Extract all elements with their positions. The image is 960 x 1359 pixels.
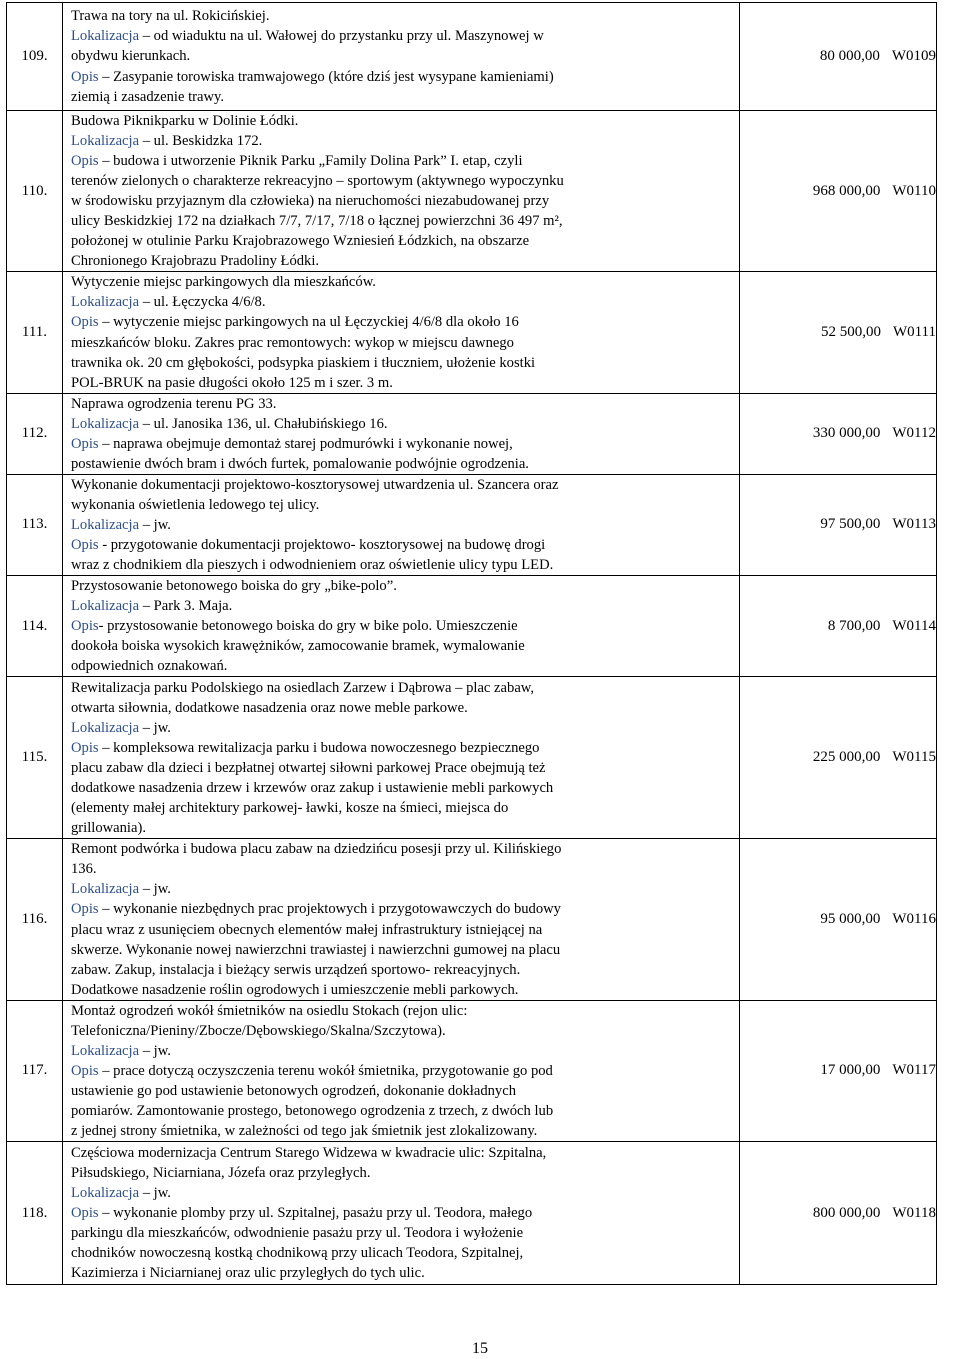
line-text: wraz z chodnikiem dla pieszych i odwodnieniem oraz oświetlenie ulicy typu LED. [71,557,554,574]
project-description [63,576,740,677]
line-text: Rewitalizacja parku Podolskiego na osiedlach Zarzew i Dąbrowa – plac zabaw, [71,679,535,696]
description-line [71,1061,735,1081]
line-text: Telefoniczna/Pieniny/Zbocze/Dębowskiego/Skalna/Szczytowa). [71,1022,446,1039]
line-text: – Zasypanie torowiska tramwajowego (które dziś jest wysypane kamieniami) [98,68,554,85]
description-line [71,353,735,373]
description-line [71,131,735,151]
row-number: 109. [7,3,63,111]
line-text: dodatkowe nasadzenia drzew i krzewów oraz zakup i ustawienie mebli parkowych [71,779,554,796]
description-line [71,718,735,738]
lokalizacja-label: Lokalizacja [71,1042,140,1059]
line-text: wykonania oświetlenia ledowego tej ulicy. [71,496,320,513]
opis-label: Opis [71,435,99,452]
row-number: 118. [7,1142,63,1285]
description-line [71,495,735,515]
lokalizacja-label: Lokalizacja [71,719,140,736]
description-line [71,373,735,393]
description-line [71,1081,735,1101]
table-body [7,3,937,1285]
line-text: Kazimierza i Niciarnianej oraz ulic przyległych do tych ulic. [71,1265,425,1282]
line-text: ziemią i zasadzenie trawy. [71,88,225,105]
line-text: skwerze. Wykonanie nowej nawierzchni trawiastej i nawierzchni gumowej na placu [71,941,561,958]
line-text: Piłsudskiego, Niciarniana, Józefa oraz przyległych. [71,1164,371,1181]
line-text: Przystosowanie betonowego boiska do gry „bike-polo”. [71,578,397,595]
amount-value: 52 500,00 [820,324,881,341]
line-text: – Park 3. Maja. [139,598,233,615]
description-line [71,818,735,838]
description-line [71,920,735,940]
description-line [71,1121,735,1141]
amount-value: 17 000,00 [820,1062,881,1079]
description-line [71,1163,735,1183]
project-code: W0112 [892,425,936,442]
amount-cell [740,474,937,575]
description-line [71,738,735,758]
line-text: – jw. [139,1184,171,1201]
line-text: ustawienie go pod ustawienie betonowych ogrodzeń, dokonanie dokładnych [71,1082,516,1099]
row-number: 115. [7,677,63,839]
amount-value: 8 700,00 [827,617,881,634]
lokalizacja-label: Lokalizacja [71,28,140,45]
description-line [71,26,735,46]
description-line [71,46,735,66]
line-text: parkingu dla mieszkańców, odwodnienie pasażu przy ul. Teodora i wyłożenie [71,1225,524,1242]
line-text: terenów zielonych o charakterze rekreacyjno – sportowym (aktywnego wypoczynku [71,173,564,190]
row-number: 112. [7,393,63,474]
project-code: W0109 [891,48,936,64]
line-text: Chronionego Krajobrazu Pradoliny Łódki. [71,253,320,270]
budget-table [6,2,937,1285]
description-line [71,1243,735,1263]
amount-cell [740,576,937,677]
project-description [63,3,740,111]
amount-cell [740,1000,937,1141]
opis-label: Opis [71,68,99,85]
line-text: – jw. [139,516,171,533]
line-text: w środowisku przyjaznym dla człowieka) na nieruchomości niezabudowanej przy [71,193,550,210]
opis-label: Opis [71,153,99,170]
amount-cell [740,111,937,272]
line-text: otwarta siłownia, dodatkowe nasadzenia oraz nowe meble parkowe. [71,699,468,716]
amount-value: 97 500,00 [820,516,881,533]
description-line [71,656,735,676]
line-text: Trawa na tory na ul. Rokicińskiej. [71,8,270,25]
line-text: – naprawa obejmuje demontaż starej podmurówki i wykonanie nowej, [98,435,513,452]
description-line [71,171,735,191]
description-line [71,758,735,778]
description-line [71,555,735,575]
row-number: 117. [7,1000,63,1141]
line-text: ulicy Beskidzkiej 172 na działkach 7/7, 7/17, 7/18 o łącznej powierzchni 36 497 m², [71,213,563,230]
line-text: Montaż ogrodzeń wokół śmietników na osiedlu Stokach (rejon ulic: [71,1002,468,1019]
line-text: położonej w otulinie Parku Krajobrazowego Wzniesień Łódzkich, na obszarze [71,233,530,250]
project-description [63,1000,740,1141]
amount-cell [740,3,937,111]
description-line [71,1203,735,1223]
description-line [71,67,735,87]
line-text: Dodatkowe nasadzenie roślin ogrodowych i umieszczenie mebli parkowych. [71,981,519,998]
project-description [63,272,740,393]
description-line [71,1183,735,1203]
opis-label: Opis [71,314,99,331]
project-code: W0117 [892,1062,936,1079]
description-line [71,151,735,171]
table-row [7,677,937,839]
line-text: – kompleksowa rewitalizacja parku i budowa nowoczesnego bezpiecznego [98,739,540,756]
description-line [71,312,735,332]
opis-label: Opis [71,1204,99,1221]
lokalizacja-label: Lokalizacja [71,294,140,311]
amount-cell [740,1142,937,1285]
line-text: Remont podwórka i budowa placu zabaw na dziedzińcu posesji przy ul. Kilińskiego [71,841,562,858]
line-text: 136. [71,861,97,878]
opis-label: Opis [71,739,99,756]
line-text: odpowiednich oznakowań. [71,658,228,675]
amount-value: 225 000,00 [812,749,881,766]
line-text: – jw. [139,881,171,898]
table-row [7,839,937,1000]
description-line [71,576,735,596]
line-text: POL-BRUK na pasie długości około 125 m i szer. 3 m. [71,374,393,391]
project-code: W0111 [892,324,936,341]
description-line [71,292,735,312]
description-line [71,778,735,798]
row-number: 116. [7,839,63,1000]
line-text: placu wraz z usunięciem obecnych elementów małej infrastruktury istniejącej na [71,921,543,938]
lokalizacja-label: Lokalizacja [71,516,140,533]
project-description [63,393,740,474]
line-text: – ul. Beskidzka 172. [139,133,263,150]
description-line [71,333,735,353]
opis-label: Opis [71,1062,99,1079]
project-code: W0114 [892,617,936,634]
lokalizacja-label: Lokalizacja [71,133,140,150]
line-text: Wytyczenie miejsc parkingowych dla mieszkańców. [71,274,376,291]
description-line [71,1001,735,1021]
line-text: chodników nowoczesną kostką chodnikową przy ulicach Teodora, Szpitalnej, [71,1245,524,1262]
description-line [71,211,735,231]
description-line [71,1223,735,1243]
line-text: – jw. [139,719,171,736]
line-text: – od wiaduktu na ul. Wałowej do przystanku przy ul. Maszynowej w [139,28,544,45]
description-line [71,535,735,555]
description-line [71,698,735,718]
lokalizacja-label: Lokalizacja [71,881,140,898]
line-text: – wytyczenie miejsc parkingowych na ul Łęczyckiej 4/6/8 dla około 16 [98,314,519,331]
line-text: z jednej strony śmietnika, w zależności od tego jak śmietnik jest zlokalizowany. [71,1122,538,1139]
amount-value: 80 000,00 [819,48,880,64]
line-text: Wykonanie dokumentacji projektowo-kosztorysowej utwardzenia ul. Szancera oraz [71,476,559,493]
line-text: grillowania). [71,819,146,836]
amount-cell [740,677,937,839]
project-description [63,839,740,1000]
amount-value: 330 000,00 [812,425,881,442]
description-line [71,636,735,656]
description-line [71,1041,735,1061]
table-row [7,1142,937,1285]
line-text: obydwu kierunkach. [71,48,191,65]
description-line [71,394,735,414]
line-text: Budowa Piknikparku w Dolinie Łódki. [71,113,299,129]
project-code: W0110 [892,182,936,199]
table-row [7,474,937,575]
description-line [71,940,735,960]
line-text: – budowa i utworzenie Piknik Parku „Family Dolina Park” I. etap, czyli [98,153,523,170]
description-line [71,1143,735,1163]
description-line [71,434,735,454]
description-line [71,111,735,131]
line-text: – jw. [139,1042,171,1059]
table-row [7,1000,937,1141]
line-text: zabaw. Zakup, instalacja i bieżący serwis urządzeń sportowo- rekreacyjnych. [71,961,521,978]
row-number: 111. [7,272,63,393]
project-description [63,474,740,575]
description-line [71,616,735,636]
description-line [71,839,735,859]
description-line [71,980,735,1000]
line-text: postawienie dwóch bram i dwóch furtek, pomalowanie podwójnie ogrodzenia. [71,455,529,472]
project-description [63,677,740,839]
opis-label: Opis [71,536,99,553]
line-text: - przystosowanie betonowego boiska do gry w bike polo. Umieszczenie [98,618,518,635]
description-line [71,1263,735,1283]
description-line [71,798,735,818]
line-text: placu zabaw dla dzieci i bezpłatnej otwartej siłowni parkowej Prace obejmują też [71,759,546,776]
description-line [71,1101,735,1121]
description-line [71,859,735,879]
line-text: – wykonanie niezbędnych prac projektowych i przygotowawczych do budowy [98,901,561,918]
row-number: 114. [7,576,63,677]
description-line [71,475,735,495]
line-text: mieszkańców bloku. Zakres prac remontowych: wykop w miejscu dawnego [71,334,514,351]
row-number: 113. [7,474,63,575]
description-line [71,251,735,271]
description-line [71,454,735,474]
amount-value: 968 000,00 [812,182,881,199]
project-code: W0115 [892,749,936,766]
amount-value: 800 000,00 [812,1204,881,1221]
line-text: trawnika ok. 20 cm głębokości, podsypka piaskiem i tłuczniem, ułożenie kostki [71,354,536,371]
line-text: – ul. Łęczycka 4/6/8. [139,294,266,311]
project-description [63,111,740,272]
table-row [7,3,937,111]
description-line [71,231,735,251]
description-line [71,515,735,535]
project-description [63,1142,740,1285]
amount-cell [740,393,937,474]
page-number: 15 [472,1340,488,1357]
line-text: – wykonanie plomby przy ul. Szpitalnej, pasażu przy ul. Teodora, małego [98,1204,533,1221]
description-line [71,87,735,107]
table-row [7,576,937,677]
description-line [71,596,735,616]
description-line [71,6,735,26]
line-text: pomiarów. Zamontowanie prostego, betonowego ogrodzenia z trzech, z dwóch lub [71,1102,554,1119]
amount-value: 95 000,00 [820,911,881,927]
project-code: W0113 [892,516,936,533]
table-row [7,111,937,272]
line-text: Naprawa ogrodzenia terenu PG 33. [71,395,277,412]
lokalizacja-label: Lokalizacja [71,415,140,432]
description-line [71,678,735,698]
description-line [71,879,735,899]
description-line [71,191,735,211]
opis-label: Opis [71,901,99,918]
description-line [71,1021,735,1041]
line-text: Częściowa modernizacja Centrum Starego Widzewa w kwadracie ulic: Szpitalna, [71,1144,547,1161]
opis-label: Opis [71,618,99,635]
line-text: - przygotowanie dokumentacji projektowo- kosztorysowej na budowę drogi [98,536,546,553]
line-text: dookoła boiska wysokich krawężników, zamocowanie bramek, wymalowanie [71,638,525,655]
lokalizacja-label: Lokalizacja [71,598,140,615]
description-line [71,960,735,980]
table-row [7,393,937,474]
description-line [71,272,735,292]
table-row [7,272,937,393]
description-line [71,899,735,919]
line-text: – ul. Janosika 136, ul. Chałubińskiego 16. [139,415,388,432]
project-code: W0116 [892,911,936,927]
amount-cell [740,272,937,393]
row-number: 110. [7,111,63,272]
line-text: (elementy małej architektury parkowej- ławki, kosze na śmieci, miejsca do [71,799,509,816]
project-code: W0118 [892,1204,936,1221]
description-line [71,414,735,434]
lokalizacja-label: Lokalizacja [71,1184,140,1201]
line-text: – prace dotyczą oczyszczenia terenu wokół śmietnika, przygotowanie go pod [98,1062,553,1079]
amount-cell [740,839,937,1000]
